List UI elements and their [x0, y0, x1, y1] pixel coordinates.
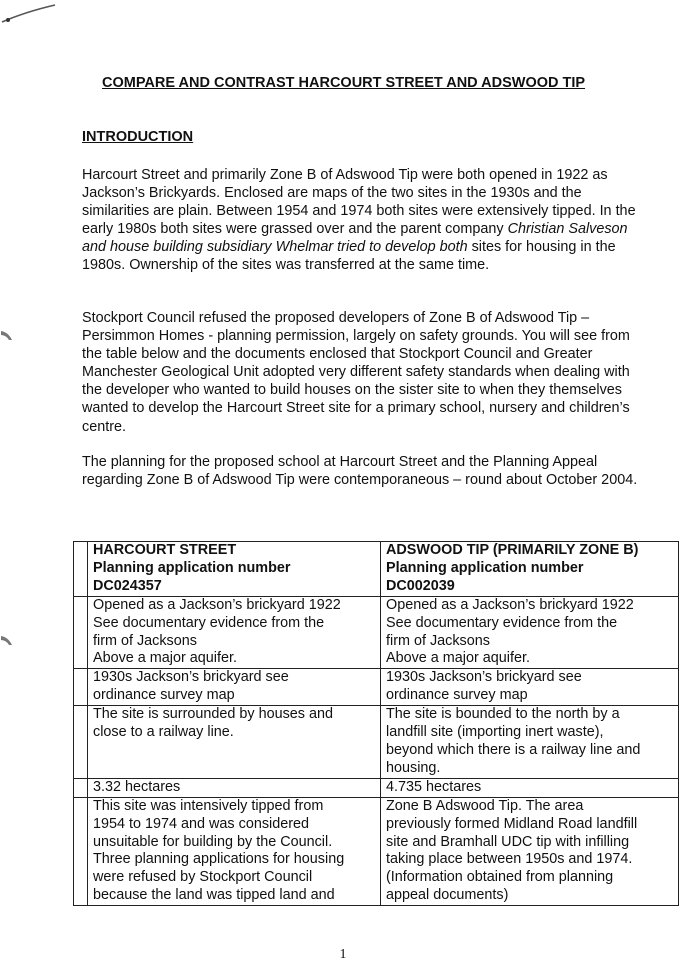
harcourt-cell [88, 778, 381, 797]
header-line: DC002039 [386, 577, 455, 594]
cell-line: site and Bramhall UDC tip with infilling [386, 833, 630, 850]
cell-line: 1954 to 1974 and was considered [93, 815, 310, 832]
cell-line: Opened as a Jackson’s brickyard 1922 [386, 596, 634, 613]
table-row [74, 596, 679, 669]
cell-line: 1930s Jackson’s brickyard see [93, 669, 289, 686]
row-number-cell [74, 542, 88, 597]
cell-line: firm of Jacksons [93, 632, 197, 649]
cell-line: 4.735 hectares [386, 778, 482, 795]
cell-line: unsuitable for building by the Council. [93, 833, 333, 850]
paragraph-text: sites for housing in the 1980s. Ownership of the sites was transferred at the same time. [82, 239, 616, 274]
row-number-cell [74, 669, 88, 706]
cell-line: The site is surrounded by houses and [93, 706, 333, 723]
cell-line: Three planning applications for housing [93, 851, 345, 868]
cell-line: ordinance survey map [386, 687, 528, 704]
cell-line: The site is bounded to the north by a [386, 706, 620, 723]
header-line: Planning application number [386, 559, 584, 576]
comparison-table [73, 541, 679, 906]
harcourt-cell [88, 669, 381, 706]
paragraph-text: Harcourt Street and primarily Zone B of Adswood Tip were both opened in 1922 as Jackson’s Brickyards. Enclosed are maps of the two sites in the 1930s and the similarities are plain. Between 1954 and 1974 both sites were extensively tipped. In the early 1980s both sites were grassed over and the parent company [82, 167, 636, 238]
cell-line: ordinance survey map [93, 687, 235, 704]
punch-hole-mark [0, 633, 14, 647]
cell-line: (Information obtained from planning [386, 869, 614, 886]
cell-line: 3.32 hectares [93, 778, 181, 795]
row-number-cell [74, 706, 88, 779]
table-row [74, 797, 679, 905]
adswood-cell [381, 669, 679, 706]
cell-line: 1930s Jackson’s brickyard see [386, 669, 582, 686]
cell-line: See documentary evidence from the [386, 614, 618, 631]
cell-line: landfill site (importing inert waste), [386, 724, 604, 741]
cell-line: Opened as a Jackson’s brickyard 1922 [93, 596, 341, 613]
cell-line: appeal documents) [386, 887, 509, 904]
cell-line: Zone B Adswood Tip. The area [386, 797, 584, 814]
adswood-cell [381, 596, 679, 669]
cell-line: previously formed Midland Road landfill [386, 815, 638, 832]
header-line: HARCOURT STREET [93, 542, 237, 558]
harcourt-cell [88, 797, 381, 905]
cell-line: firm of Jacksons [386, 632, 490, 649]
cell-line: because the land was tipped land and [93, 887, 335, 904]
staple-mark [0, 0, 70, 30]
header-line: DC024357 [93, 577, 162, 594]
table-row [74, 778, 679, 797]
harcourt-cell [88, 596, 381, 669]
page-number: 1 [339, 947, 347, 962]
cell-line: beyond which there is a railway line and [386, 741, 641, 758]
punch-hole-mark [0, 328, 14, 342]
header-cell-adswood [381, 542, 679, 597]
header-cell-harcourt [88, 542, 381, 597]
paragraph-italic-text: Christian Salveson and house building subsidiary Whelmar tried to develop both [82, 221, 628, 256]
header-line: Planning application number [93, 559, 291, 576]
intro-paragraph-3: The planning for the proposed school at Harcourt Street and the Planning Appeal regarding Zone B of Adswood Tip were contemporaneous – round about October 2004. [82, 454, 638, 489]
table-row [74, 706, 679, 779]
cell-line: were refused by Stockport Council [93, 869, 313, 886]
cell-line: See documentary evidence from the [93, 614, 325, 631]
cell-line: This site was intensively tipped from [93, 797, 324, 814]
cell-line: Above a major aquifer. [93, 650, 237, 667]
intro-paragraph-1 [82, 166, 650, 275]
table-header-row [74, 542, 679, 597]
row-number-cell [74, 596, 88, 669]
adswood-cell [381, 706, 679, 779]
intro-paragraph-2: Stockport Council refused the proposed developers of Zone B of Adswood Tip – Persimmon Homes - planning permission, largely on safety grounds. You will see from the table below and the documents enclosed that Stockport Council and Greater Manchester Geological Unit adopted very different safety standards when dealing with the developer who wanted to build houses on the sister site to when they themselves wanted to develop the Harcourt Street site for a primary school, nursery and children’s centre. [82, 310, 630, 435]
harcourt-cell [88, 706, 381, 779]
adswood-cell [381, 797, 679, 905]
document-title: COMPARE AND CONTRAST HARCOURT STREET AND ADSWOOD TIP [102, 75, 586, 91]
header-line: ADSWOOD TIP (PRIMARILY ZONE B) [386, 542, 639, 558]
row-number-cell [74, 778, 88, 797]
cell-line: close to a railway line. [93, 724, 234, 741]
section-heading: INTRODUCTION [82, 129, 194, 145]
adswood-cell [381, 778, 679, 797]
cell-line: Above a major aquifer. [386, 650, 530, 667]
row-number-cell [74, 797, 88, 905]
table-row [74, 669, 679, 706]
cell-line: taking place between 1950s and 1974. [386, 851, 633, 868]
cell-line: housing. [386, 759, 441, 776]
